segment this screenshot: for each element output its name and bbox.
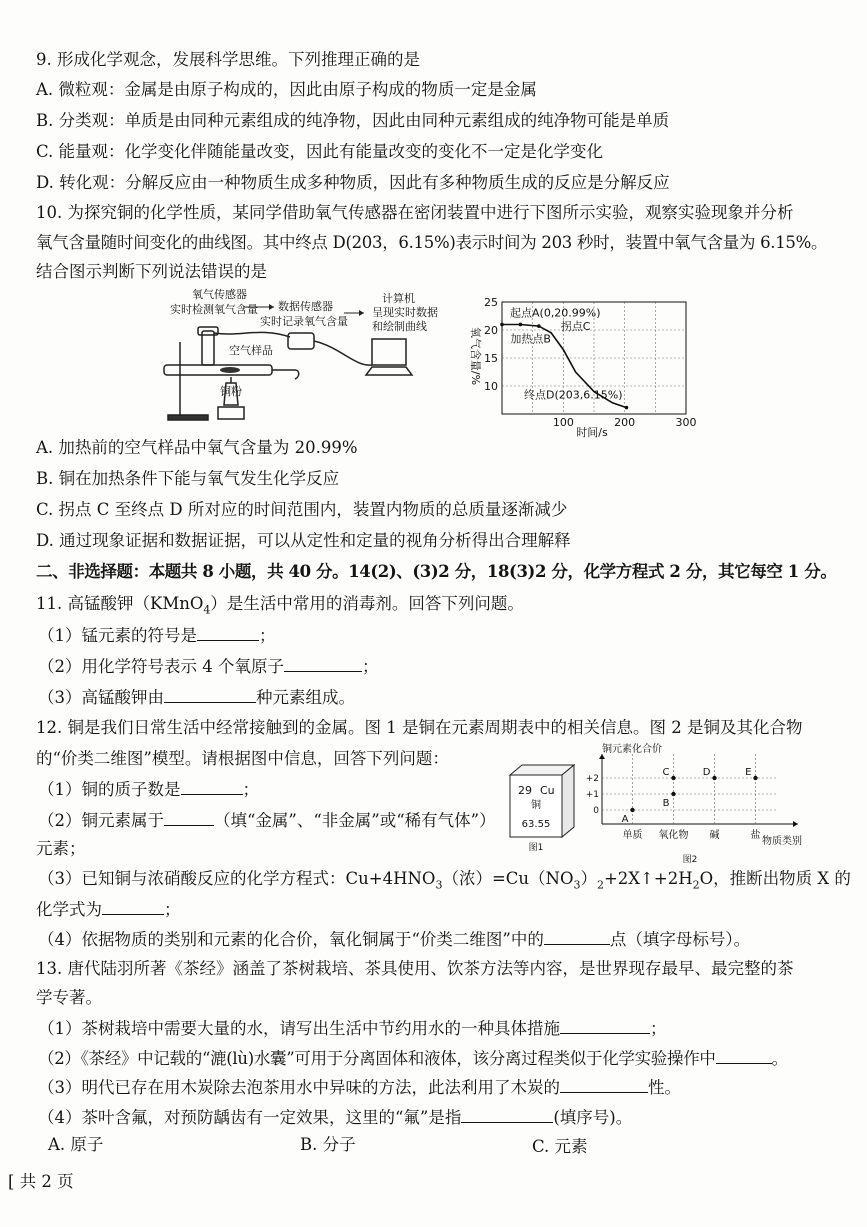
valence-y-ticks [586,774,599,816]
element-name: 铜 [531,800,541,811]
q11-part3-text: （3）高锰酸钾由 [38,688,164,707]
q12-part1 [38,778,259,801]
q10-option-d: D. 通过现象证据和数据证据，可以从定性和定量的视角分析得出合理解释 [36,531,571,550]
q12-p3-end: ； [164,900,181,919]
q13-part3 [38,1076,681,1099]
computer-label-2: 呈现实时数据 [372,306,438,319]
q11-part1-text: （1）锰元素的符号是 [38,626,197,645]
q13-part2 [38,1047,788,1070]
x-tick-label: 300 [675,416,697,429]
data-sensor-box [288,333,314,349]
annotation-label: 起点A(0,20.99%) [510,306,601,320]
q12-stem-line1: 12. 铜是我们日常生活中经常接触到的金属。图 1 是铜在元素周期表中的相关信息。图 2 是铜及其化合物 [36,718,803,737]
q11-part3-end: 种元素组成。 [256,688,355,707]
y-tick-label: 10 [484,380,498,393]
element-symbol: Cu [540,784,555,797]
iron-stand-base [168,415,208,420]
figure-2-caption: 图2 [682,855,698,865]
q13-option-b: B. 分子 [300,1135,356,1154]
y-tick-label: 25 [484,296,498,309]
q11-stem [36,593,524,621]
page-footer: [ 共 2 页 [8,1172,74,1191]
data-sensor-label-1: 数据传感器 [278,300,333,313]
x-tick-label: 100 [552,416,574,429]
computer-screen [372,339,406,365]
q12-p3-cont-text: 化学式为 [36,900,102,919]
q12-p4-text: （4）依据物质的类别和元素的化合价，氧化铜属于“价类二维图”中的 [38,930,544,949]
oxygen-content-chart [462,294,702,440]
q13-p4-text: （4）茶叶含氟，对预防龋齿有一定效果，这里的“氟”是指 [38,1108,462,1127]
valence-axes [599,754,798,827]
oxygen-sensor-body [202,331,214,365]
section-2-heading: 二、非选择题：本题共 8 小题，共 40 分。14(2)、(3)2 分，18(3)2 分，化学方程式 2 分，其它每空 1 分。 [36,562,837,581]
valence-point-label: D [702,767,711,778]
computer-label-1: 计算机 [382,292,415,305]
q13-part4 [38,1106,632,1129]
annotation-label: 终点D(203,6.15%) [524,388,623,402]
q12-part1-end: ； [242,780,259,799]
q9-option-b: B. 分类观：单质是由同种元素组成的纯净物，因此由同种元素组成的纯净物可能是单质 [36,111,670,130]
q12-stem-line2: 的“价类二维图”模型。请根据图中信息，回答下列问题： [36,749,449,768]
figure-1-caption: 图1 [528,843,544,853]
q13-p2-text: （2）《茶经》中记载的“漉(lù)水囊”可用于分离固体和液体，该分离过程类似于化学实验操作中 [38,1049,716,1068]
q11-part2-text: （2）用化学符号表示 4 个氧原子 [38,657,284,676]
valence-point-label: E [745,767,752,778]
answer-blank[interactable] [181,778,243,795]
q9-stem: 9. 形成化学观念，发展科学思维。下列推理正确的是 [36,50,420,69]
q12-part2-cont: 元素； [36,839,86,858]
q12-p3-a: （3）已知铜与浓硝酸反应的化学方程式：Cu+4HNO [38,869,436,888]
arrow-head-icon [269,304,274,310]
q10-stem-line3: 结合图示判断下列说法错误的是 [36,262,267,281]
valence-x-label: 物质类别 [762,836,802,847]
q13-stem-line1: 13. 唐代陆羽所著《茶经》涵盖了茶树栽培、茶具使用、饮茶方法等内容，是世界现存最早、最完整的茶 [36,959,794,978]
valence-x-tick: 碱 [709,830,720,841]
answer-blank[interactable] [461,1106,553,1123]
answer-blank[interactable] [560,1076,648,1093]
answer-blank[interactable] [544,928,610,945]
q10-option-c: C. 拐点 C 至终点 D 所对应的时间范围内，装置内物质的总质量逐渐减少 [36,500,568,519]
computer-label-3: 和绘制曲线 [372,320,427,333]
valence-y-label: 铜元素化合价 [602,744,662,755]
subscript: 3 [573,878,581,892]
q12-p3-c: ） [580,869,597,888]
sensor-label-2: 实时检测氧气含量 [170,303,258,316]
sensor-label-1: 氧气传感器 [192,288,247,301]
q9-option-d: D. 转化观：分解反应由一种物质生成多种物质，因此有多种物质生成的反应是分解反应 [36,173,670,192]
chart-annotations [500,305,628,409]
q12-part2 [38,809,496,832]
q9-option-c: C. 能量观：化学变化伴随能量改变，因此有能量改变的变化不一定是化学变化 [36,142,604,161]
annotation-point [500,323,504,327]
annotation-label: 加热点B [510,332,551,346]
data-cable [314,341,372,365]
answer-blank[interactable] [197,624,259,641]
q13-p3-end: 性。 [648,1078,681,1097]
subscript: 2 [596,878,604,892]
q12-part2-end: （填“金属”、“非金属”或“稀有气体”） [214,811,496,830]
annotation-point [519,323,523,327]
sensor-cable [214,332,290,337]
annotation-point [537,324,541,328]
valence-point [753,776,757,780]
valence-x-tick: 单质 [622,830,643,841]
answer-blank[interactable] [560,1017,650,1034]
x-tick-label: 200 [614,416,636,429]
answer-blank[interactable] [102,898,164,915]
outlet-tube [272,370,299,379]
subscript: 3 [435,878,443,892]
valence-x-ticks [623,754,761,841]
valence-y-tick: 0 [593,806,599,816]
atomic-mass: 63.55 [521,819,551,830]
arrow-head-icon [793,821,798,827]
valence-y-tick: +2 [586,774,599,784]
data-sensor-label-2: 实时记录氧气含量 [260,315,348,328]
arrow-head-icon [359,310,364,316]
q10-option-b: B. 铜在加热条件下能与氧气发生化学反应 [36,469,340,488]
annotation-label: 拐点C [560,320,591,334]
valence-point-label: A [621,814,629,825]
subscript: 2 [692,878,700,892]
atomic-number: 29 [518,784,532,797]
valence-point-label: C [662,767,670,778]
q10-option-a: A. 加热前的空气样品中氧气含量为 20.99% [36,438,358,457]
q10-stem-line1: 10. 为探究铜的化学性质，某同学借助氧气传感器在密闭装置中进行下图所示实验，观察实验现象并分析 [36,203,794,222]
valence-class-chart [586,742,824,866]
valence-y-tick: +1 [586,790,599,800]
q12-part3-cont [36,898,181,921]
y-tick-label: 15 [484,352,498,365]
kmno4-subscript: 4 [203,603,211,617]
q13-p3-text: （3）明代已存在用木炭除去泡茶用水中异味的方法，此法利用了木炭的 [38,1078,560,1097]
x-axis-label: 时间/s [576,426,608,439]
q9-option-a: A. 微粒观：金属是由原子构成的，因此由原子构成的物质一定是金属 [36,80,537,99]
copper-powder-label: 铜粉 [220,385,242,398]
computer-keyboard [366,367,412,375]
q13-p1-end: ； [650,1019,667,1038]
q13-stem-line2: 学专著。 [36,988,102,1007]
q12-p3-b: （浓）=Cu（NO [442,869,574,888]
annotation-point [625,406,629,410]
q12-p4-end: 点（填字母标号）。 [609,930,751,949]
copper-powder [220,367,240,373]
q12-part2-text: （2）铜元素属于 [38,811,164,830]
q11-stem-post: ）是生活中常用的消毒剂。回答下列问题。 [210,594,524,613]
q13-option-c: C. 元素 [532,1137,588,1156]
q12-p3-e: O，推断出物质 X 的 [699,869,851,888]
valence-points [622,767,758,825]
y-axis-label: 氧气含量/% [469,326,482,386]
element-card-figure [506,763,582,853]
q11-part3 [38,686,355,709]
answer-blank[interactable] [284,655,362,672]
q11-stem-pre: 11. 高锰酸钾（ [36,594,150,613]
answer-blank[interactable] [164,809,214,826]
q13-p2-end: 。 [771,1049,788,1068]
answer-blank[interactable] [164,686,256,703]
q11-part2-end: ； [362,657,379,676]
y-tick-label: 20 [484,324,498,337]
q13-p4-end: (填序号)。 [553,1108,633,1127]
kmno4-formula: KMnO [150,594,204,613]
valence-point [712,776,716,780]
q13-option-a: A. 原子 [48,1135,104,1154]
q12-part4 [38,928,750,951]
q11-part1-end: ； [259,626,276,645]
q13-part1 [38,1017,667,1040]
q12-part3 [38,868,851,896]
valence-x-tick: 盐 [750,830,761,841]
q12-p3-d: +2X↑+2H [603,869,693,888]
answer-blank[interactable] [716,1047,772,1064]
q13-p1-text: （1）茶树栽培中需要大量的水，请写出生活中节约用水的一种具体措施 [38,1019,560,1038]
valence-point [671,776,675,780]
lamp-stand [218,407,244,419]
experiment-apparatus-figure [150,287,450,427]
valence-point [671,792,675,796]
q12-part1-text: （1）铜的质子数是 [38,780,181,799]
card-side-face [562,765,574,837]
q11-part2 [38,655,379,678]
valence-point [630,808,634,812]
valence-x-tick: 氧化物 [658,830,689,841]
valence-point-label: B [662,798,670,809]
q10-stem-line2: 氧气含量随时间变化的曲线图。其中终点 D(203，6.15%)表示时间为 203 秒时，装置中氧气含量为 6.15%。 [36,233,828,252]
q11-part1 [38,624,276,647]
air-sample-label: 空气样品 [229,344,273,357]
